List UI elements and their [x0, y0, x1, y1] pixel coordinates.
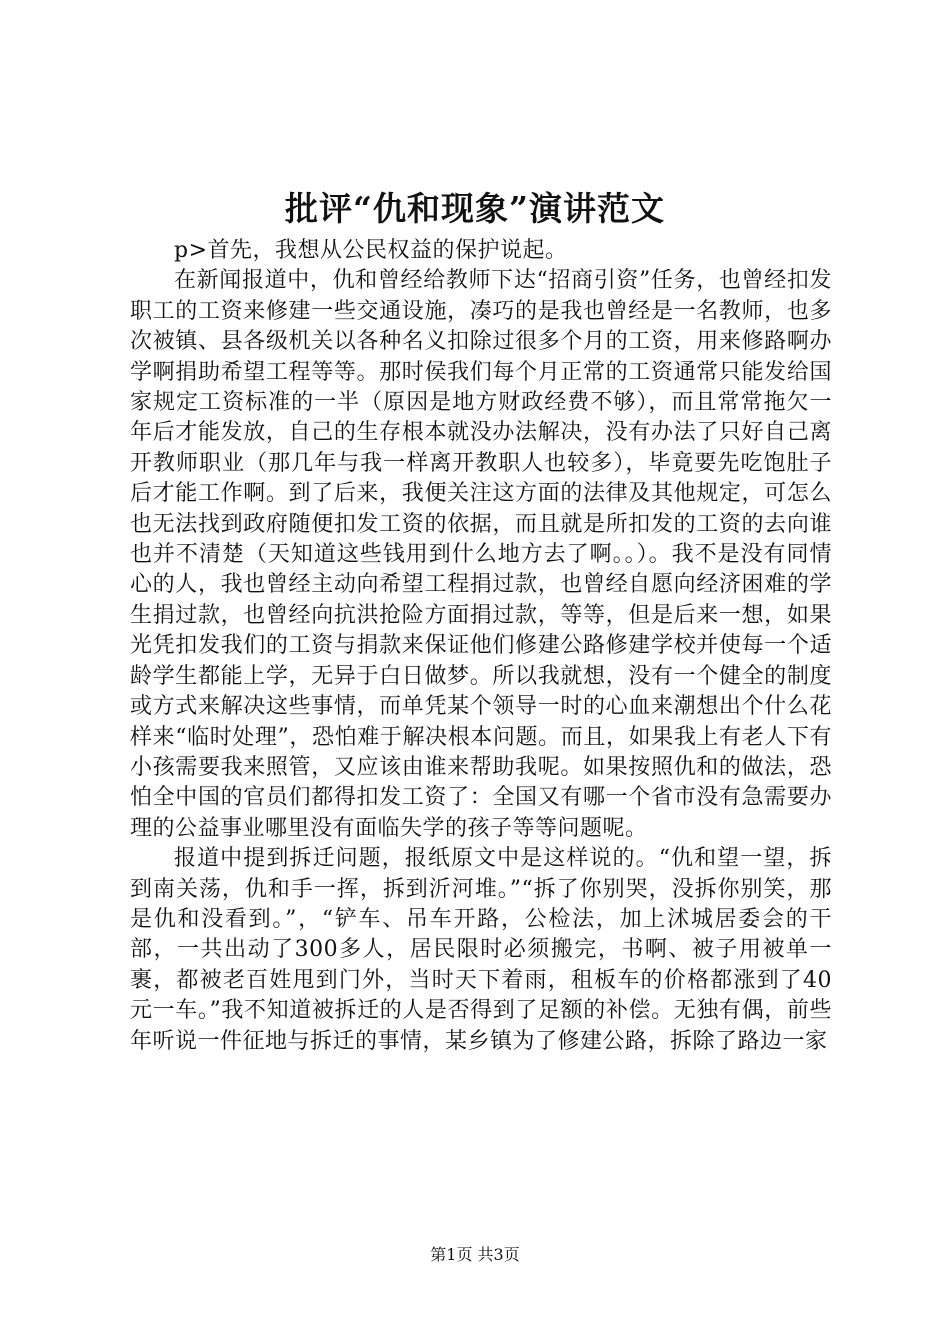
paragraph: p>首先，我想从公民权益的保护说起。 [174, 238, 568, 263]
paragraph: 报道中提到拆迁问题，报纸原文中是这样说的。“仇和望一望，拆到南关荡，仇和手一挥，拆到沂河堆。”“拆了你别哭，没拆你别笑，那是仇和没看到。”，“铲车、吊车开路，公检法，加上沭城居委会的干部，一共出动了300多人，居民限时必须搬完，书啊、被子用被单一裹，都被老百姓甩到门外，当时天下着雨，租板车的价格都涨到了40元一车。”我不知道被拆迁的人是否得到了足额的补偿。无独有偶，前些年听说一件征地与拆迁的事情，某乡镇为了修建公路，拆除了路边一家 [130, 846, 832, 1054]
page-footer: 第1页 共3页 [430, 1245, 520, 1264]
document-body [130, 236, 832, 1057]
document-title: 批评“仇和现象”演讲范文 [285, 189, 665, 228]
paragraph: 在新闻报道中，仇和曾经给教师下达“招商引资”任务，也曾经扣发职工的工资来修建一些交通设施，凑巧的是我也曾经是一名教师，也多次被镇、县各级机关以各种名义扣除过很多个月的工资，用来修路啊办学啊捐助希望工程等等。那时侯我们每个月正常的工资通常只能发给国家规定工资标准的一半（原因是地方财政经费不够），而且常常拖欠一年后才能发放，自己的生存根本就没办法解决，没有办法了只好自己离开教师职业（那几年与我一样离开教职人也较多），毕竟要先吃饱肚子后才能工作啊。到了后来，我便关注这方面的法律及其他规定，可怎么也无法找到政府随便扣发工资的依据，而且就是所扣发的工资的去向谁也并不清楚（天知道这些钱用到什么地方去了啊。。）。我不是没有同情心的人，我也曾经主动向希望工程捐过款，也曾经自愿向经济困难的学生捐过款，也曾经向抗洪抢险方面捐过款，等等，但是后来一想，如果光凭扣发我们的工资与捐款来保证他们修建公路修建学校并使每一个适龄学生都能上学，无异于白日做梦。所以我就想，没有一个健全的制度或方式来解决这些事情，而单凭某个领导一时的心血来潮想出个什么花样来“临时处理”，恐怕难于解决根本问题。而且，如果我上有老人下有小孩需要我来照管，又应该由谁来帮助我呢。如果按照仇和的做法，恐怕全中国的官员们都得扣发工资了：全国又有哪一个省市没有急需要办理的公益事业哪里没有面临失学的孩子等等问题呢。 [130, 268, 832, 841]
